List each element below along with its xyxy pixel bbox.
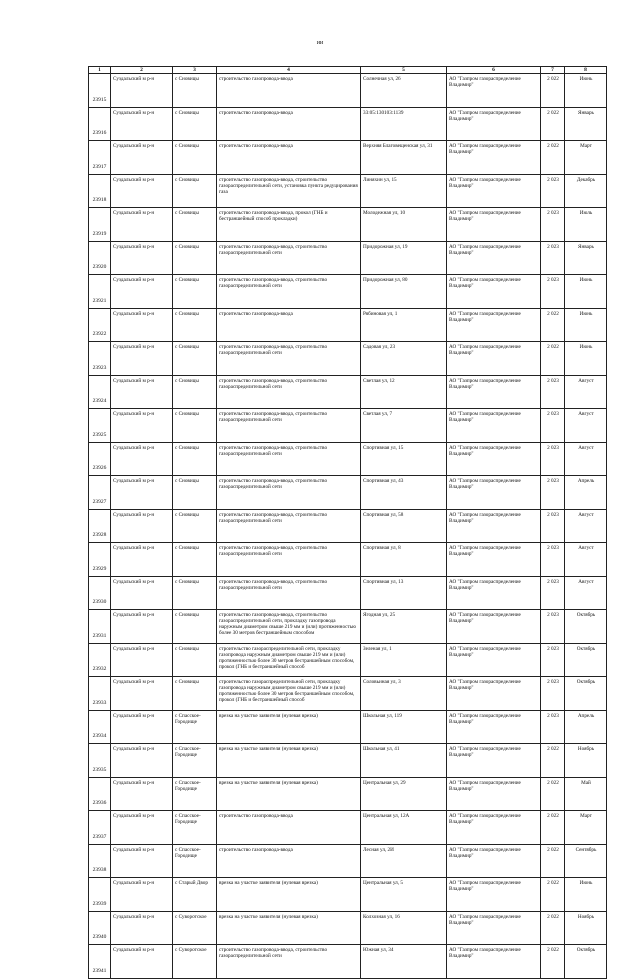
locality-cell: с Суворотское <box>173 911 217 945</box>
district-cell: Суздальский м р-н <box>111 811 173 845</box>
locality-cell: с Спасское-Городище <box>173 710 217 744</box>
locality-cell: с Сновицы <box>173 543 217 577</box>
month-cell: Июнь <box>565 275 607 309</box>
district-cell: Суздальский м р-н <box>111 409 173 443</box>
work-type-cell: строительство газопровода-ввода <box>217 74 361 108</box>
district-cell: Суздальский м р-н <box>111 710 173 744</box>
district-cell: Суздальский м р-н <box>111 844 173 878</box>
work-type-cell: строительство газопровода-ввода, строительство газораспределительной сети <box>217 442 361 476</box>
header-cell: 1 <box>89 67 111 74</box>
row-number: 23941 <box>89 945 111 979</box>
year-cell: 2 023 <box>541 476 565 510</box>
table-row <box>89 141 607 175</box>
address-cell: Спортивная ул, 15 <box>361 442 447 476</box>
address-cell: 33:05:130103:1139 <box>361 107 447 141</box>
address-cell: Ягодная ул, 25 <box>361 610 447 644</box>
work-type-cell: строительство газопровода-ввода, строительство газораспределительной сети, прокладку газопровода наружным диаметром свыше 219 мм и (или) протяженностью более 30 метров бестраншейным способом <box>217 610 361 644</box>
address-cell: Зеленая ул, 1 <box>361 643 447 677</box>
table-row <box>89 945 607 979</box>
table-row <box>89 74 607 108</box>
month-cell: Ноябрь <box>565 911 607 945</box>
organization-cell: АО "Газпром газораспределение Владимир" <box>447 476 541 510</box>
year-cell: 2 022 <box>541 141 565 175</box>
table-row <box>89 375 607 409</box>
locality-cell: с Сновицы <box>173 375 217 409</box>
month-cell: Август <box>565 409 607 443</box>
organization-cell: АО "Газпром газораспределение Владимир" <box>447 844 541 878</box>
work-type-cell: строительство газораспределительной сети, прокладку газопровода наружным диаметром свыше 219 мм и (или) протяженностью более 30 метров бестраншейным способом, прокол (ГНБ и бестраншейный способ <box>217 643 361 677</box>
month-cell: Сентябрь <box>565 844 607 878</box>
address-cell: Спортивная ул, 13 <box>361 576 447 610</box>
address-cell: Школьная ул, 119 <box>361 710 447 744</box>
work-type-cell: строительство газопровода-ввода, строительство газораспределительной сети <box>217 945 361 979</box>
locality-cell: с Суворотское <box>173 945 217 979</box>
year-cell: 2 023 <box>541 208 565 242</box>
year-cell: 2 022 <box>541 945 565 979</box>
work-type-cell: строительство газопровода-ввода <box>217 811 361 845</box>
month-cell: Январь <box>565 241 607 275</box>
row-number: 23929 <box>89 543 111 577</box>
month-cell: Август <box>565 509 607 543</box>
year-cell: 2 023 <box>541 241 565 275</box>
work-type-cell: строительство газопровода-ввода <box>217 844 361 878</box>
locality-cell: с Сновицы <box>173 643 217 677</box>
locality-cell: с Сновицы <box>173 174 217 208</box>
year-cell: 2 022 <box>541 878 565 912</box>
row-number: 23939 <box>89 878 111 912</box>
table-row <box>89 241 607 275</box>
table-row <box>89 275 607 309</box>
locality-cell: с Сновицы <box>173 275 217 309</box>
work-type-cell: врезка на участке заявителя (нулевая врезка) <box>217 744 361 778</box>
organization-cell: АО "Газпром газораспределение Владимир" <box>447 208 541 242</box>
year-cell: 2 022 <box>541 107 565 141</box>
district-cell: Суздальский м р-н <box>111 442 173 476</box>
row-number: 23924 <box>89 375 111 409</box>
district-cell: Суздальский м р-н <box>111 476 173 510</box>
row-number: 23933 <box>89 677 111 711</box>
year-cell: 2 022 <box>541 911 565 945</box>
organization-cell: АО "Газпром газораспределение Владимир" <box>447 710 541 744</box>
district-cell: Суздальский м р-н <box>111 174 173 208</box>
table-row <box>89 610 607 644</box>
locality-cell: с Сновицы <box>173 74 217 108</box>
work-type-cell: строительство газопровода-ввода, прокол (ГНБ и бестраншейный способ прокладки) <box>217 208 361 242</box>
table-row <box>89 476 607 510</box>
locality-cell: с Сновицы <box>173 141 217 175</box>
district-cell: Суздальский м р-н <box>111 878 173 912</box>
locality-cell: с Спасское-Городище <box>173 811 217 845</box>
year-cell: 2 022 <box>541 74 565 108</box>
row-number: 23916 <box>89 107 111 141</box>
work-type-cell: строительство газопровода-ввода <box>217 107 361 141</box>
table-row <box>89 543 607 577</box>
table-row <box>89 811 607 845</box>
month-cell: Август <box>565 543 607 577</box>
year-cell: 2 023 <box>541 576 565 610</box>
work-type-cell: врезка на участке заявителя (нулевая врезка) <box>217 777 361 811</box>
year-cell: 2 022 <box>541 308 565 342</box>
work-type-cell: строительство газопровода-ввода <box>217 141 361 175</box>
organization-cell: АО "Газпром газораспределение Владимир" <box>447 275 541 309</box>
address-cell: Спортивная ул, 8 <box>361 543 447 577</box>
organization-cell: АО "Газпром газораспределение Владимир" <box>447 576 541 610</box>
row-number: 23925 <box>89 409 111 443</box>
row-number: 23922 <box>89 308 111 342</box>
header-cell: 5 <box>361 67 447 74</box>
month-cell: Июнь <box>565 878 607 912</box>
month-cell: Ноябрь <box>565 744 607 778</box>
table-row <box>89 442 607 476</box>
month-cell: Октябрь <box>565 643 607 677</box>
organization-cell: АО "Газпром газораспределение Владимир" <box>447 643 541 677</box>
year-cell: 2 023 <box>541 643 565 677</box>
work-type-cell: строительство газопровода-ввода, строительство газораспределительной сети <box>217 543 361 577</box>
locality-cell: с Сновицы <box>173 342 217 376</box>
work-type-cell: строительство газопровода-ввода, строительство газораспределительной сети <box>217 375 361 409</box>
row-number: 23927 <box>89 476 111 510</box>
month-cell: Апрель <box>565 476 607 510</box>
organization-cell: АО "Газпром газораспределение Владимир" <box>447 74 541 108</box>
row-number: 23931 <box>89 610 111 644</box>
table-row <box>89 509 607 543</box>
district-cell: Суздальский м р-н <box>111 107 173 141</box>
work-type-cell: врезка на участке заявителя (нулевая врезка) <box>217 878 361 912</box>
year-cell: 2 023 <box>541 710 565 744</box>
district-cell: Суздальский м р-н <box>111 643 173 677</box>
district-cell: Суздальский м р-н <box>111 677 173 711</box>
work-type-cell: строительство газопровода-ввода, строительство газораспределительной сети <box>217 576 361 610</box>
work-type-cell: строительство газопровода-ввода, строительство газораспределительной сети <box>217 476 361 510</box>
row-number: 23935 <box>89 744 111 778</box>
row-number: 23940 <box>89 911 111 945</box>
work-type-cell: врезка на участке заявителя (нулевая врезка) <box>217 911 361 945</box>
address-cell: Центральная ул, 5 <box>361 878 447 912</box>
address-cell: Спортивная ул, 58 <box>361 509 447 543</box>
organization-cell: АО "Газпром газораспределение Владимир" <box>447 911 541 945</box>
locality-cell: с Сновицы <box>173 677 217 711</box>
district-cell: Суздальский м р-н <box>111 543 173 577</box>
address-cell: Светлая ул, 7 <box>361 409 447 443</box>
column-number-header <box>89 67 607 74</box>
address-cell: Соловьиная ул, 3 <box>361 677 447 711</box>
month-cell: Август <box>565 442 607 476</box>
table-row <box>89 342 607 376</box>
table-row <box>89 308 607 342</box>
month-cell: Март <box>565 141 607 175</box>
organization-cell: АО "Газпром газораспределение Владимир" <box>447 677 541 711</box>
year-cell: 2 022 <box>541 777 565 811</box>
table-row <box>89 710 607 744</box>
address-cell: Рябиновая ул, 1 <box>361 308 447 342</box>
year-cell: 2 023 <box>541 409 565 443</box>
work-type-cell: строительство газопровода-ввода, строительство газораспределительной сети <box>217 409 361 443</box>
row-number: 23923 <box>89 342 111 376</box>
locality-cell: с Сновицы <box>173 409 217 443</box>
organization-cell: АО "Газпром газораспределение Владимир" <box>447 777 541 811</box>
district-cell: Суздальский м р-н <box>111 241 173 275</box>
district-cell: Суздальский м р-н <box>111 576 173 610</box>
table-row <box>89 744 607 778</box>
work-type-cell: строительство газопровода-ввода, строительство газораспределительной сети <box>217 241 361 275</box>
year-cell: 2 023 <box>541 275 565 309</box>
year-cell: 2 022 <box>541 744 565 778</box>
organization-cell: АО "Газпром газораспределение Владимир" <box>447 241 541 275</box>
locality-cell: с Сновицы <box>173 576 217 610</box>
organization-cell: АО "Газпром газораспределение Владимир" <box>447 174 541 208</box>
header-cell: 6 <box>447 67 541 74</box>
work-type-cell: строительство газопровода-ввода, строительство газораспределительной сети <box>217 275 361 309</box>
address-cell: Колхозная ул, 16 <box>361 911 447 945</box>
organization-cell: АО "Газпром газораспределение Владимир" <box>447 308 541 342</box>
month-cell: Декабрь <box>565 174 607 208</box>
row-number: 23934 <box>89 710 111 744</box>
year-cell: 2 023 <box>541 610 565 644</box>
district-cell: Суздальский м р-н <box>111 275 173 309</box>
row-number: 23936 <box>89 777 111 811</box>
month-cell: Март <box>565 811 607 845</box>
header-cell: 3 <box>173 67 217 74</box>
table-row <box>89 576 607 610</box>
month-cell: Август <box>565 375 607 409</box>
year-cell: 2 023 <box>541 509 565 543</box>
district-cell: Суздальский м р-н <box>111 342 173 376</box>
month-cell: Январь <box>565 107 607 141</box>
locality-cell: с Спасское-Городище <box>173 844 217 878</box>
organization-cell: АО "Газпром газораспределение Владимир" <box>447 409 541 443</box>
work-type-cell: строительство газопровода-ввода, строительство газораспределительной сети, установка пункта редуцирования газа <box>217 174 361 208</box>
address-cell: Садовая ул, 23 <box>361 342 447 376</box>
locality-cell: с Сновицы <box>173 509 217 543</box>
row-number: 23938 <box>89 844 111 878</box>
year-cell: 2 022 <box>541 811 565 845</box>
month-cell: Октябрь <box>565 610 607 644</box>
organization-cell: АО "Газпром газораспределение Владимир" <box>447 375 541 409</box>
district-cell: Суздальский м р-н <box>111 777 173 811</box>
row-number: 23926 <box>89 442 111 476</box>
locality-cell: с Спасское-Городище <box>173 744 217 778</box>
row-number: 23917 <box>89 141 111 175</box>
row-number: 23920 <box>89 241 111 275</box>
district-cell: Суздальский м р-н <box>111 208 173 242</box>
month-cell: Июнь <box>565 308 607 342</box>
locality-cell: с Сновицы <box>173 442 217 476</box>
year-cell: 2 023 <box>541 375 565 409</box>
row-number: 23932 <box>89 643 111 677</box>
organization-cell: АО "Газпром газораспределение Владимир" <box>447 509 541 543</box>
month-cell: Июль <box>565 208 607 242</box>
organization-cell: АО "Газпром газораспределение Владимир" <box>447 744 541 778</box>
header-cell: 8 <box>565 67 607 74</box>
district-cell: Суздальский м р-н <box>111 509 173 543</box>
district-cell: Суздальский м р-н <box>111 610 173 644</box>
locality-cell: с Старый Двор <box>173 878 217 912</box>
address-cell: Солнечная ул, 26 <box>361 74 447 108</box>
address-cell: Центральная ул, 12А <box>361 811 447 845</box>
address-cell: Линяхин ул, 15 <box>361 174 447 208</box>
locality-cell: с Сновицы <box>173 308 217 342</box>
address-cell: Верхняя Благовещенская ул, 31 <box>361 141 447 175</box>
district-cell: Суздальский м р-н <box>111 375 173 409</box>
address-cell: Лесная ул, 2И <box>361 844 447 878</box>
locality-cell: с Сновицы <box>173 610 217 644</box>
district-cell: Суздальский м р-н <box>111 945 173 979</box>
organization-cell: АО "Газпром газораспределение Владимир" <box>447 543 541 577</box>
locality-cell: с Сновицы <box>173 476 217 510</box>
organization-cell: АО "Газпром газораспределение Владимир" <box>447 342 541 376</box>
organization-cell: АО "Газпром газораспределение Владимир" <box>447 442 541 476</box>
work-type-cell: строительство газопровода-ввода, строительство газораспределительной сети <box>217 509 361 543</box>
header-cell: 2 <box>111 67 173 74</box>
district-cell: Суздальский м р-н <box>111 141 173 175</box>
table-row <box>89 844 607 878</box>
row-number: 23930 <box>89 576 111 610</box>
row-number: 23937 <box>89 811 111 845</box>
locality-cell: с Спасское-Городище <box>173 777 217 811</box>
table-row <box>89 107 607 141</box>
year-cell: 2 023 <box>541 442 565 476</box>
district-cell: Суздальский м р-н <box>111 911 173 945</box>
address-cell: Придорожная ул, 19 <box>361 241 447 275</box>
row-number: 23919 <box>89 208 111 242</box>
district-cell: Суздальский м р-н <box>111 744 173 778</box>
address-cell: Светлая ул, 12 <box>361 375 447 409</box>
gasification-table <box>88 66 607 979</box>
row-number: 23915 <box>89 74 111 108</box>
year-cell: 2 022 <box>541 342 565 376</box>
year-cell: 2 023 <box>541 677 565 711</box>
address-cell: Центральная ул, 29 <box>361 777 447 811</box>
work-type-cell: строительство газопровода-ввода, строительство газораспределительной сети <box>217 342 361 376</box>
year-cell: 2 023 <box>541 543 565 577</box>
address-cell: Южная ул, 34 <box>361 945 447 979</box>
month-cell: Май <box>565 777 607 811</box>
table-row <box>89 911 607 945</box>
month-cell: Июнь <box>565 342 607 376</box>
header-cell: 4 <box>217 67 361 74</box>
year-cell: 2 023 <box>541 174 565 208</box>
work-type-cell: строительство газопровода-ввода <box>217 308 361 342</box>
month-cell: Август <box>565 576 607 610</box>
table-row <box>89 208 607 242</box>
organization-cell: АО "Газпром газораспределение Владимир" <box>447 811 541 845</box>
organization-cell: АО "Газпром газораспределение Владимир" <box>447 945 541 979</box>
month-cell: Апрель <box>565 710 607 744</box>
work-type-cell: врезка на участке заявителя (нулевая врезка) <box>217 710 361 744</box>
month-cell: Июнь <box>565 74 607 108</box>
table-row <box>89 777 607 811</box>
month-cell: Октябрь <box>565 945 607 979</box>
row-number: 23928 <box>89 509 111 543</box>
header-cell: 7 <box>541 67 565 74</box>
address-cell: Молодежная ул, 10 <box>361 208 447 242</box>
table-row <box>89 409 607 443</box>
locality-cell: с Сновицы <box>173 208 217 242</box>
locality-cell: с Сновицы <box>173 107 217 141</box>
address-cell: Школьная ул, 41 <box>361 744 447 778</box>
table-row <box>89 677 607 711</box>
organization-cell: АО "Газпром газораспределение Владимир" <box>447 141 541 175</box>
organization-cell: АО "Газпром газораспределение Владимир" <box>447 107 541 141</box>
district-cell: Суздальский м р-н <box>111 308 173 342</box>
month-cell: Октябрь <box>565 677 607 711</box>
organization-cell: АО "Газпром газораспределение Владимир" <box>447 610 541 644</box>
district-cell: Суздальский м р-н <box>111 74 173 108</box>
row-number: 23921 <box>89 275 111 309</box>
row-number: 23918 <box>89 174 111 208</box>
table-row <box>89 643 607 677</box>
address-cell: Придорожная ул, 80 <box>361 275 447 309</box>
locality-cell: с Сновицы <box>173 241 217 275</box>
page-number: ии <box>316 40 324 46</box>
organization-cell: АО "Газпром газораспределение Владимир" <box>447 878 541 912</box>
table-row <box>89 878 607 912</box>
year-cell: 2 022 <box>541 844 565 878</box>
work-type-cell: строительство газораспределительной сети, прокладку газопровода наружным диаметром свыше 219 мм и (или) протяженностью более 30 метров бестраншейным способом, прокол (ГНБ и бестраншейный способ <box>217 677 361 711</box>
address-cell: Спортивная ул, 43 <box>361 476 447 510</box>
table-row <box>89 174 607 208</box>
